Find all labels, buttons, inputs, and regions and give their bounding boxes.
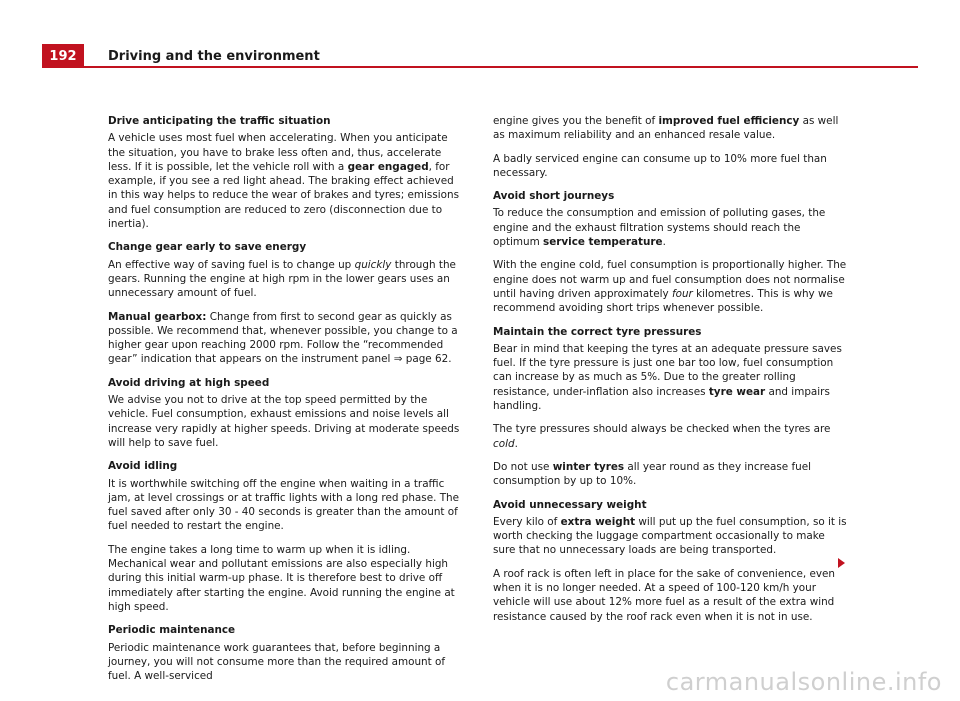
heading-avoid-idling: Avoid idling [108,460,178,473]
heading-periodic-maintenance: Periodic maintenance [108,624,236,637]
paragraph: An effective way of saving fuel is to change up quickly through the gears. Running the engine at high rpm in the lower gears uses an unnecessary amount of fuel. [108,258,456,300]
paragraph: A roof rack is often left in place for the sake of convenience, even when it is no longer needed. At a speed of 100-120 km/h your vehicle will use about 12% more fuel as a result of the extra wind resistance caused by the roof rack even when it is not in use. [493,567,836,623]
paragraph: The tyre pressures should always be checked when the tyres are cold. [493,423,831,450]
paragraph: Periodic maintenance work guarantees that, before beginning a journey, you will not consume more than the required amount of fuel. A well-serviced [108,641,446,683]
paragraph: We advise you not to drive at the top speed permitted by the vehicle. Fuel consumption, exhaust emissions and noise levels all increase very rapidly at higher speeds. Driving at moderate speeds will help to save fuel. [108,394,460,449]
paragraph: A vehicle uses most fuel when accelerating. When you anticipate the situation, you have to brake less often and, thus, accelerate less. If it is possible, let the vehicle roll with a gear engaged, for example, if you see a red light ahead. The braking effect achieved in this way helps to reduce the wear of brakes and tyres; emissions and fuel consumption are reduced to zero (disconnection due to inertia). [108,132,459,231]
right-column [493,114,848,633]
paragraph: Bear in mind that keeping the tyres at an adequate pressure saves fuel. If the tyre pressure is just one bar too low, fuel consumption can increase by as much as 5%. Due to the greater rolling resistance, under-inflation also increases tyre wear and impairs handling. [493,342,842,413]
heading-drive-anticipating: Drive anticipating the traffic situation [108,115,331,127]
paragraph: It is worthwhile switching off the engine when waiting in a traffic jam, at level crossings or at traffic lights with a long red phase. The fuel saved after only 30 - 40 seconds is greater than the amount of fuel needed to restart the engine. [108,477,460,533]
heading-unnecessary-weight: Avoid unnecessary weight [493,498,647,511]
paragraph: Do not use winter tyres all year round as they increase fuel consumption by up to 10%. [493,460,812,488]
header-rule [84,66,918,68]
paragraph: Every kilo of extra weight will put up the fuel consumption, so it is worth checking the luggage compartment occasionally to make sure that no unnecessary loads are being transported. [493,515,847,557]
continue-arrow-icon [838,558,845,568]
heading-change-gear: Change gear early to save energy [108,241,307,254]
heading-avoid-short-journeys: Avoid short journeys [493,190,615,203]
page-title: Driving and the environment [108,49,320,64]
paragraph: With the engine cold, fuel consumption is proportionally higher. The engine does not warm up and fuel consumption does not normalise until having driven approximately four kilometres. This is why we recommend avoiding short trips whenever possible. [493,259,847,315]
paragraph: engine gives you the benefit of improved fuel efficiency as well as maximum reliability and an enhanced resale value. [493,115,839,142]
watermark: carmanualsonline.info [665,668,942,696]
paragraph: Manual gearbox: Change from first to second gear as quickly as possible. We recommend that, whenever possible, you change to a higher gear upon reaching 2000 rpm. Follow the “recommended gear” indication that appears on the instrument panel ⇒ page 62. [108,310,458,366]
page-number: 192 [42,44,84,68]
left-column [108,114,463,692]
paragraph: To reduce the consumption and emission of polluting gases, the engine and the exhaust filtration systems should reach the optimum service temperature. [493,207,826,249]
heading-tyre-pressures: Maintain the correct tyre pressures [493,325,702,338]
paragraph: The engine takes a long time to warm up when it is idling. Mechanical wear and pollutant emissions are also especially high during this initial warm-up phase. It is therefore best to drive off immediately after starting the engine. Avoid running the engine at high speed. [108,543,455,613]
paragraph: A badly serviced engine can consume up to 10% more fuel than necessary. [493,152,827,179]
heading-avoid-high-speed: Avoid driving at high speed [108,376,270,389]
